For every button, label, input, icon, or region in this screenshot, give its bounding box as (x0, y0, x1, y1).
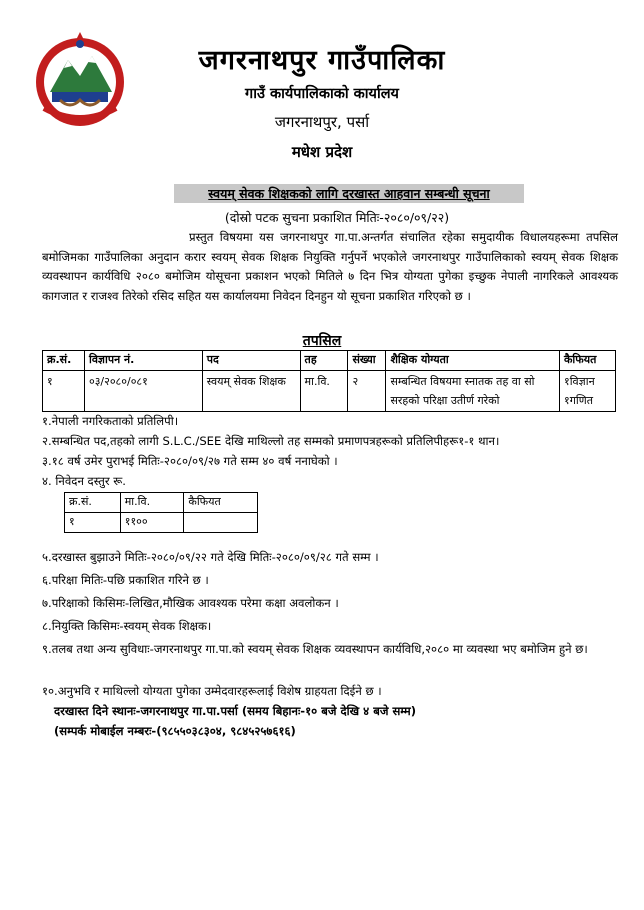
submission-place: दरखास्त दिने स्थानः-जगरनाथपुर गा.पा.पर्सा (समय बिहानः-१० बजे देखि ४ बजे सम्म) (54, 704, 417, 718)
table-cell: सम्बन्धित विषयमा स्नातक तह वा सो सरहको परिक्षा उतीर्ण गरेको (386, 371, 560, 412)
notice-intro-paragraph: प्रस्तुत विषयमा यस जगरनाथपुर गा.पा.अन्तर्गत संचालित रहेका समुदायीक विधालयहरूमा तपसिल बमोजिमका गाउँपालिका अनुदान करार स्वयम् सेवक शिक्षक नियुक्ति गर्नुपर्ने भएकोले जगरनाथपुर गाउँपालिकाको स्वयम् सेवक शिक्षक व्यवस्थापन कार्यविधि २०८० बमोजिम योसूचना प्रकाशन भएको मितिले ७ दिन भित्र योग्यता पुगेका इच्छुक नेपाली नागरिकले आवश्यक कागजात र राजश्व तिरेको रसिद सहित यस कार्यालयमा निवेदन दिनहुन यो सूचना प्रकाशित गरिएको छ । (42, 230, 618, 303)
column-header: पद (202, 351, 300, 371)
details-title: तपसिल (302, 333, 342, 349)
table-row (43, 371, 616, 412)
column-header: शैक्षिक योग्यता (386, 351, 560, 371)
column-header: क्र.सं. (43, 351, 85, 371)
contact-numbers: (सम्पर्क मोबाईल नम्बरः-(९८५५०३८३०४, ९८४५२५७६१६) (54, 724, 296, 738)
table-cell: मा.वि. (300, 371, 348, 412)
condition-item: ९.तलब तथा अन्य सुविधाः-जगरनाथपुर गा.पा.को स्वयम् सेवक शिक्षक व्यवस्थापन कार्यविधि,२०८० मा व्यवस्था भए बमोजिम हुने छ। (42, 642, 588, 656)
table-cell: १विज्ञान १गणित (559, 371, 615, 412)
office-address: जगरनाथपुर, पर्सा (274, 113, 370, 131)
office-subtitle: गाउँ कार्यपालिकाको कार्यालय (245, 86, 399, 102)
table-cell: ११०० (120, 513, 184, 533)
table-cell: ०३/२०८०/०८१ (84, 371, 202, 412)
condition-item: १०.अनुभवि र माथिल्लो योग्यता पुगेका उम्मेदवारहरूलाई विशेष ग्राहयता दिईने छ । (42, 684, 382, 698)
condition-item: ८.नियुक्ति किसिमः-स्वयम् सेवक शिक्षक। (42, 619, 212, 633)
column-header: संख्या (348, 351, 386, 371)
vacancy-table-header-row (43, 351, 616, 371)
notice-subtitle: (दोस्रो पटक सुचना प्रकाशित मितिः-२०८०/०९/२२) (224, 210, 450, 225)
office-province: मधेश प्रदेश (291, 143, 353, 161)
table-cell: स्वयम् सेवक शिक्षक (202, 371, 300, 412)
condition-item: ६.परिक्षा मितिः-पछि प्रकाशित गरिने छ । (42, 573, 209, 587)
column-header: तह (300, 351, 348, 371)
column-header: कैफियत (559, 351, 615, 371)
column-header: मा.वि. (120, 493, 184, 513)
table-cell: १ (43, 371, 85, 412)
requirement-item: २.सम्बन्धित पद,तहको लागी S.L.C./SEE देखि माथिल्लो तह सम्मको प्रमाणपत्रहरूको प्रतिलिपीहरू१-१ थान। (42, 434, 500, 448)
table-row (65, 513, 258, 533)
fee-table-header-row (65, 493, 258, 513)
fee-table (64, 492, 258, 533)
table-cell: २ (348, 371, 386, 412)
requirement-item: ४. निवेदन दस्तुर रू. (42, 474, 126, 488)
column-header: विज्ञापन नं. (84, 351, 202, 371)
condition-item: ५.दरखास्त बुझाउने मितिः-२०८०/०९/२२ गते देखि मितिः-२०८०/०९/२८ गते सम्म । (42, 550, 379, 564)
notice-title: स्वयम् सेवक शिक्षकको लागि दरखास्त आहवान सम्बन्धी सूचना (174, 184, 524, 203)
condition-item: ७.परिक्षाको किसिमः-लिखित,मौखिक आवश्यक परेमा कक्षा अवलोकन । (42, 596, 339, 610)
office-name: जगरनाथपुर गाउँपालिका (198, 45, 446, 76)
requirement-item: ३.१८ वर्ष उमेर पुराभई मितिः-२०८०/०९/२७ गते सम्म ४० वर्ष ननाघेको । (42, 454, 338, 468)
table-cell (184, 513, 258, 533)
requirement-item: १.नेपाली नगरिकताको प्रतिलिपी। (42, 414, 179, 428)
table-cell: १ (65, 513, 121, 533)
column-header: कैफियत (184, 493, 258, 513)
vacancy-table (42, 350, 616, 412)
column-header: क्र.सं. (65, 493, 121, 513)
